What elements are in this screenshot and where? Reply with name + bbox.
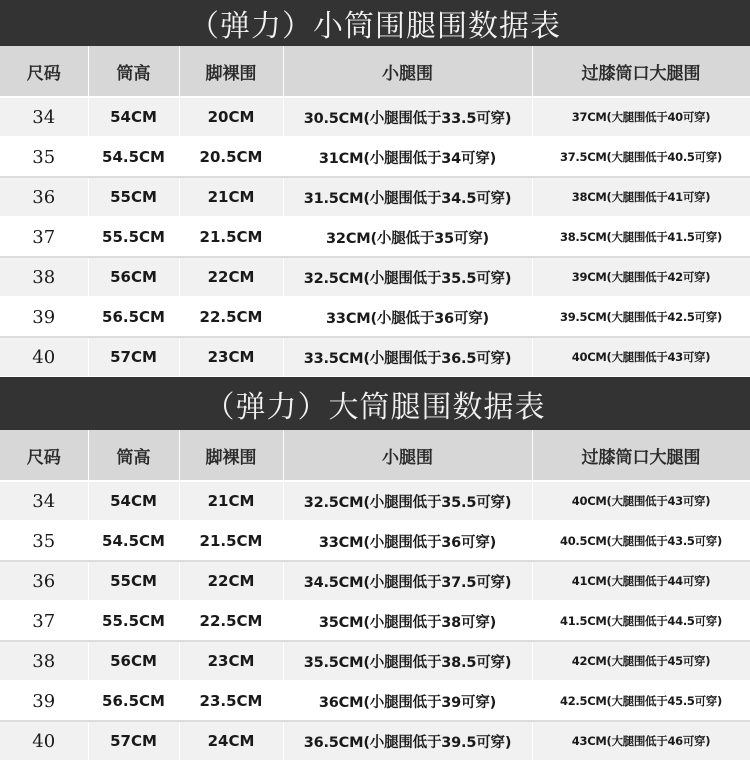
table-title-small-calf: （弹力）小筒围腿围数据表: [0, 0, 750, 46]
column-header-size: 尺码: [0, 46, 88, 97]
cell-calf: 32.5CM(小腿围低于35.5可穿): [283, 481, 532, 521]
cell-ankle: 23.5CM: [179, 681, 283, 721]
cell-calf: 36CM(小腿围低于39可穿): [283, 681, 532, 721]
table-row: [0, 721, 750, 761]
cell-thigh: 41CM(大腿围低于44可穿): [532, 561, 750, 601]
cell-size: 36: [0, 177, 88, 217]
cell-ankle: 23CM: [179, 337, 283, 377]
cell-thigh: 40CM(大腿围低于43可穿): [532, 337, 750, 377]
cell-ankle: 21CM: [179, 481, 283, 521]
cell-size: 35: [0, 521, 88, 561]
table-row: [0, 257, 750, 297]
column-header-thigh: 过膝筒口大腿围: [532, 46, 750, 97]
cell-calf: 35CM(小腿围低于38可穿): [283, 601, 532, 641]
table-row: [0, 97, 750, 137]
table-row: [0, 337, 750, 377]
table-title-large-calf: （弹力）大筒腿围数据表: [0, 377, 750, 430]
cell-ankle: 21CM: [179, 177, 283, 217]
cell-shaft-height: 57CM: [88, 721, 179, 761]
column-header-calf: 小腿围: [283, 46, 532, 97]
cell-thigh: 42.5CM(大腿围低于45.5可穿): [532, 681, 750, 721]
column-header-ankle: 脚裸围: [179, 46, 283, 97]
cell-size: 35: [0, 137, 88, 177]
cell-calf: 33CM(小腿围低于36可穿): [283, 521, 532, 561]
cell-ankle: 24CM: [179, 721, 283, 761]
cell-shaft-height: 55CM: [88, 561, 179, 601]
cell-thigh: 38.5CM(大腿围低于41.5可穿): [532, 217, 750, 257]
cell-calf: 31CM(小腿围低于34可穿): [283, 137, 532, 177]
column-header-ankle: 脚裸围: [179, 430, 283, 481]
cell-thigh: 39CM(大腿围低于42可穿): [532, 257, 750, 297]
cell-calf: 33.5CM(小腿围低于36.5可穿): [283, 337, 532, 377]
cell-shaft-height: 54.5CM: [88, 521, 179, 561]
table-header-row: [0, 430, 750, 481]
cell-ankle: 20CM: [179, 97, 283, 137]
column-header-size: 尺码: [0, 430, 88, 481]
table-row: [0, 137, 750, 177]
column-header-shaft-height: 筒高: [88, 46, 179, 97]
cell-size: 40: [0, 337, 88, 377]
cell-thigh: 43CM(大腿围低于46可穿): [532, 721, 750, 761]
cell-calf: 31.5CM(小腿围低于34.5可穿): [283, 177, 532, 217]
table-row: [0, 521, 750, 561]
cell-thigh: 37.5CM(大腿围低于40.5可穿): [532, 137, 750, 177]
cell-size: 39: [0, 681, 88, 721]
table-row: [0, 177, 750, 217]
cell-size: 38: [0, 257, 88, 297]
cell-thigh: 42CM(大腿围低于45可穿): [532, 641, 750, 681]
cell-ankle: 21.5CM: [179, 217, 283, 257]
cell-thigh: 40CM(大腿围低于43可穿): [532, 481, 750, 521]
cell-ankle: 22.5CM: [179, 601, 283, 641]
cell-ankle: 21.5CM: [179, 521, 283, 561]
cell-size: 39: [0, 297, 88, 337]
cell-calf: 32CM(小腿低于35可穿): [283, 217, 532, 257]
cell-calf: 34.5CM(小腿围低于37.5可穿): [283, 561, 532, 601]
column-header-shaft-height: 筒高: [88, 430, 179, 481]
cell-size: 34: [0, 97, 88, 137]
cell-thigh: 39.5CM(大腿围低于42.5可穿): [532, 297, 750, 337]
column-header-thigh: 过膝筒口大腿围: [532, 430, 750, 481]
cell-size: 36: [0, 561, 88, 601]
cell-thigh: 38CM(大腿围低于41可穿): [532, 177, 750, 217]
table-row: [0, 481, 750, 521]
cell-size: 37: [0, 217, 88, 257]
table-row: [0, 601, 750, 641]
cell-shaft-height: 56.5CM: [88, 297, 179, 337]
cell-calf: 35.5CM(小腿围低于38.5可穿): [283, 641, 532, 681]
cell-shaft-height: 54.5CM: [88, 137, 179, 177]
cell-calf: 32.5CM(小腿围低于35.5可穿): [283, 257, 532, 297]
size-table-large-calf: [0, 430, 750, 762]
cell-ankle: 20.5CM: [179, 137, 283, 177]
cell-size: 34: [0, 481, 88, 521]
cell-shaft-height: 56CM: [88, 641, 179, 681]
cell-shaft-height: 56.5CM: [88, 681, 179, 721]
cell-shaft-height: 56CM: [88, 257, 179, 297]
cell-shaft-height: 55CM: [88, 177, 179, 217]
cell-ankle: 22CM: [179, 257, 283, 297]
cell-ankle: 22.5CM: [179, 297, 283, 337]
cell-calf: 36.5CM(小腿围低于39.5可穿): [283, 721, 532, 761]
table-row: [0, 681, 750, 721]
cell-ankle: 23CM: [179, 641, 283, 681]
cell-ankle: 22CM: [179, 561, 283, 601]
table-header-row: [0, 46, 750, 97]
table-row: [0, 641, 750, 681]
table-row: [0, 561, 750, 601]
table-row: [0, 297, 750, 337]
cell-thigh: 37CM(大腿围低于40可穿): [532, 97, 750, 137]
cell-calf: 30.5CM(小腿围低于33.5可穿): [283, 97, 532, 137]
cell-shaft-height: 55.5CM: [88, 217, 179, 257]
cell-shaft-height: 57CM: [88, 337, 179, 377]
cell-calf: 33CM(小腿低于36可穿): [283, 297, 532, 337]
cell-thigh: 41.5CM(大腿围低于44.5可穿): [532, 601, 750, 641]
size-table-small-calf: [0, 46, 750, 378]
cell-size: 37: [0, 601, 88, 641]
cell-shaft-height: 54CM: [88, 97, 179, 137]
column-header-calf: 小腿围: [283, 430, 532, 481]
cell-shaft-height: 54CM: [88, 481, 179, 521]
cell-thigh: 40.5CM(大腿围低于43.5可穿): [532, 521, 750, 561]
table-row: [0, 217, 750, 257]
cell-shaft-height: 55.5CM: [88, 601, 179, 641]
cell-size: 40: [0, 721, 88, 761]
cell-size: 38: [0, 641, 88, 681]
